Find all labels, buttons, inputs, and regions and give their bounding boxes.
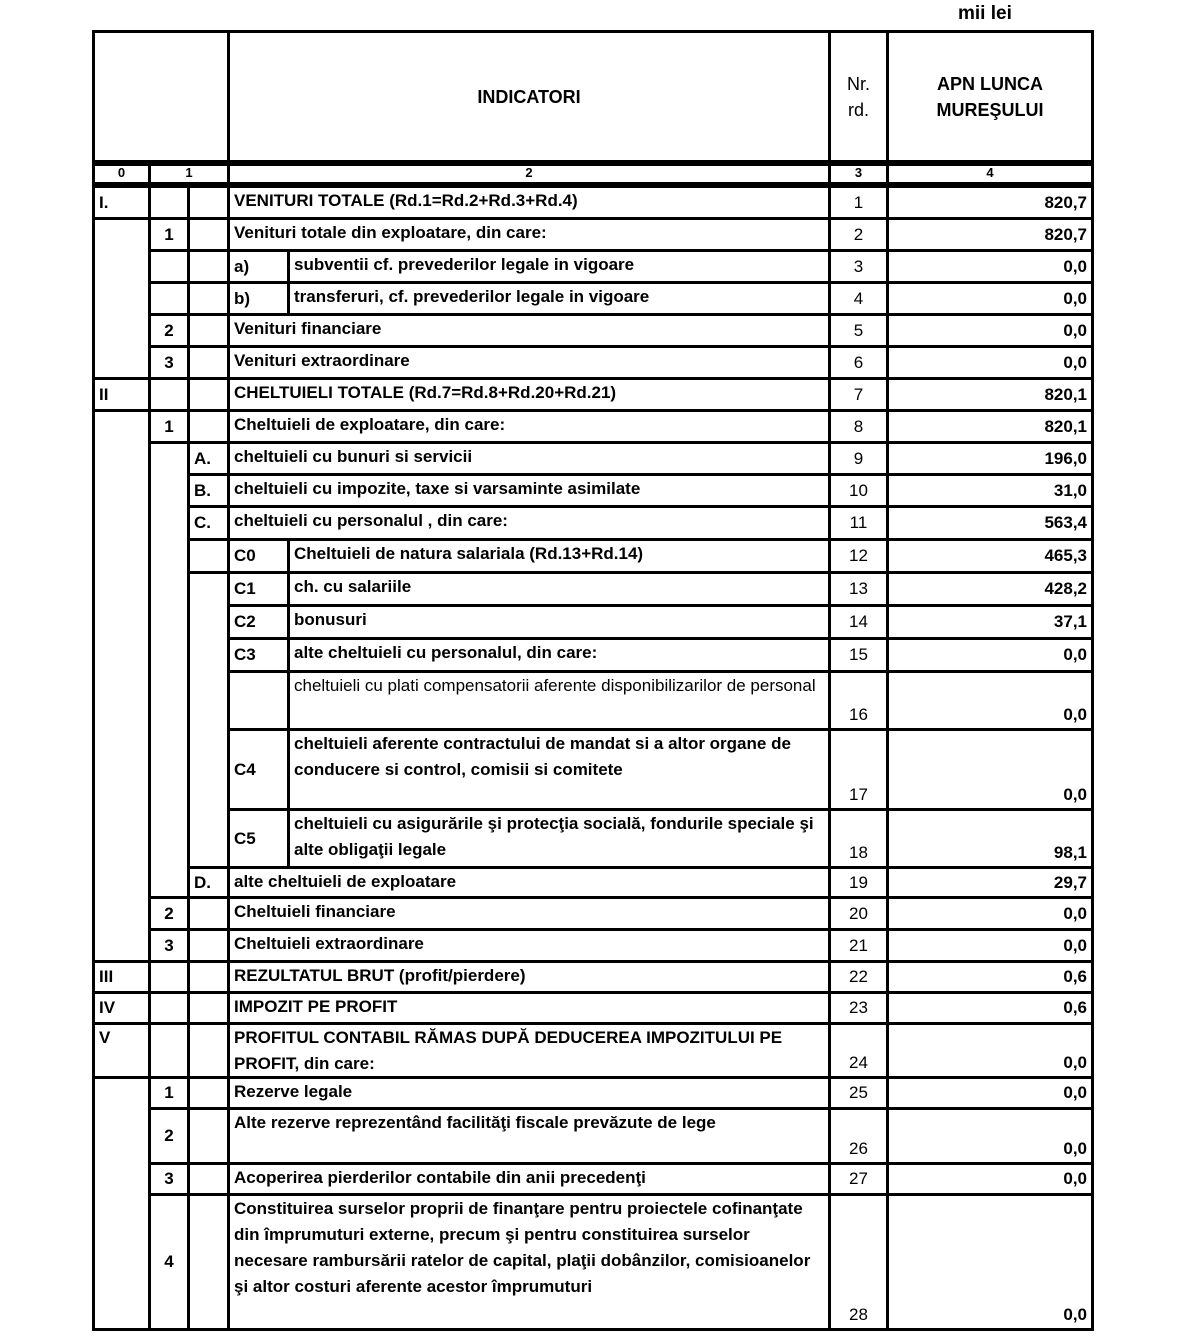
row-value: 0,0 bbox=[886, 728, 1094, 811]
row-number: 2 bbox=[148, 896, 190, 931]
sub-code: C0 bbox=[227, 538, 290, 574]
row-nr: 11 bbox=[828, 505, 889, 541]
row-letter-cell bbox=[187, 281, 230, 316]
row-value: 820,1 bbox=[886, 377, 1094, 412]
row-value: 820,7 bbox=[886, 217, 1094, 252]
row-number: 1 bbox=[148, 1076, 190, 1110]
sub-code: C5 bbox=[227, 808, 290, 869]
row-nr: 13 bbox=[828, 571, 889, 607]
row-value: 98,1 bbox=[886, 808, 1094, 869]
sub-code: C2 bbox=[227, 604, 290, 640]
row-letter: A. bbox=[187, 441, 230, 476]
row-number: 3 bbox=[148, 928, 190, 963]
row-nr: 20 bbox=[828, 896, 889, 931]
row-letter-cell bbox=[187, 991, 230, 1025]
row-value: 0,0 bbox=[886, 281, 1094, 316]
row-number-cell bbox=[148, 281, 190, 316]
indicator-label: VENITURI TOTALE (Rd.1=Rd.2+Rd.3+Rd.4) bbox=[227, 185, 831, 220]
indicator-label: alte cheltuieli de exploatare bbox=[227, 866, 831, 899]
row-nr: 16 bbox=[828, 670, 889, 731]
row-value: 0,0 bbox=[886, 249, 1094, 284]
section-number: II bbox=[92, 377, 151, 412]
row-value: 563,4 bbox=[886, 505, 1094, 541]
row-letter: D. bbox=[187, 866, 230, 899]
section-number: III bbox=[92, 960, 151, 994]
section-number bbox=[92, 1076, 151, 1331]
indicator-label: cheltuieli cu bunuri si servicii bbox=[227, 441, 831, 476]
row-nr: 9 bbox=[828, 441, 889, 476]
indicator-label: Venituri extraordinare bbox=[227, 345, 831, 380]
indicator-label: Venituri totale din exploatare, din care: bbox=[227, 217, 831, 252]
row-letter: B. bbox=[187, 473, 230, 508]
row-nr: 14 bbox=[828, 604, 889, 640]
row-nr: 6 bbox=[828, 345, 889, 380]
row-number: 2 bbox=[148, 313, 190, 348]
row-letter-cell bbox=[187, 1022, 230, 1079]
row-letter-cell bbox=[187, 185, 230, 220]
indicator-label: Cheltuieli de natura salariala (Rd.13+Rd.14) bbox=[287, 538, 831, 574]
section-number: I. bbox=[92, 185, 151, 220]
row-value: 196,0 bbox=[886, 441, 1094, 476]
col-index-1: 1 bbox=[148, 163, 230, 185]
col-index-0: 0 bbox=[92, 163, 151, 185]
row-number bbox=[148, 991, 190, 1025]
header-entity: APN LUNCA MUREŞULUI bbox=[886, 30, 1094, 163]
indicator-label: ch. cu salariile bbox=[287, 571, 831, 607]
indicator-label: IMPOZIT PE PROFIT bbox=[227, 991, 831, 1025]
row-value: 0,0 bbox=[886, 1107, 1094, 1165]
row-nr: 23 bbox=[828, 991, 889, 1025]
row-letter-cell bbox=[187, 1076, 230, 1110]
row-letter: C. bbox=[187, 505, 230, 541]
indicator-label: CHELTUIELI TOTALE (Rd.7=Rd.8+Rd.20+Rd.21) bbox=[227, 377, 831, 412]
row-value: 0,0 bbox=[886, 1162, 1094, 1196]
header-indicatori: INDICATORI bbox=[227, 30, 831, 163]
row-number bbox=[148, 377, 190, 412]
row-nr: 22 bbox=[828, 960, 889, 994]
row-value: 0,0 bbox=[886, 1076, 1094, 1110]
row-number: 3 bbox=[148, 345, 190, 380]
row-letter-cell bbox=[187, 538, 230, 574]
row-value: 0,0 bbox=[886, 1193, 1094, 1331]
row-nr: 27 bbox=[828, 1162, 889, 1196]
header-blank bbox=[92, 30, 230, 163]
row-letter-cell bbox=[187, 217, 230, 252]
unit-label: mii lei bbox=[958, 3, 1012, 24]
indicator-label: Alte rezerve reprezentând facilităţi fiscale prevăzute de lege bbox=[227, 1107, 831, 1165]
row-value: 0,0 bbox=[886, 345, 1094, 380]
row-nr: 24 bbox=[828, 1022, 889, 1079]
section-number: V bbox=[92, 1022, 151, 1079]
row-letter-cell bbox=[187, 377, 230, 412]
row-nr: 10 bbox=[828, 473, 889, 508]
indicator-label: Constituirea surselor proprii de finanţare pentru proiectele cofinanţate din împrumuturi externe, precum şi pentru constituirea surselor necesare rambursării ratelor de capital, plaţii dobânzilor, comisioanelor şi altor costuri aferente acestor împrumuturi bbox=[227, 1193, 831, 1331]
row-number bbox=[148, 1022, 190, 1079]
col-index-2: 2 bbox=[227, 163, 831, 185]
row-nr: 25 bbox=[828, 1076, 889, 1110]
row-letter-cell bbox=[187, 960, 230, 994]
row-number-cell bbox=[148, 249, 190, 284]
row-letter: b) bbox=[227, 281, 290, 316]
indicator-label: Cheltuieli de exploatare, din care: bbox=[227, 409, 831, 444]
indicator-label: cheltuieli aferente contractului de mandat si a altor organe de conducere si control, comisii si comitete bbox=[287, 728, 831, 811]
indicator-label: Cheltuieli financiare bbox=[227, 896, 831, 931]
row-value: 0,0 bbox=[886, 1022, 1094, 1079]
indicator-label: cheltuieli cu plati compensatorii aferente disponibilizarilor de personal bbox=[287, 670, 831, 731]
row-nr: 26 bbox=[828, 1107, 889, 1165]
row-nr: 2 bbox=[828, 217, 889, 252]
row-nr: 8 bbox=[828, 409, 889, 444]
row-value: 465,3 bbox=[886, 538, 1094, 574]
indicator-label: subventii cf. prevederilor legale in vigoare bbox=[287, 249, 831, 284]
row-nr: 3 bbox=[828, 249, 889, 284]
row-number-cell bbox=[148, 441, 190, 899]
indicator-label: Acoperirea pierderilor contabile din anii precedenţi bbox=[227, 1162, 831, 1196]
row-letter: a) bbox=[227, 249, 290, 284]
sub-code: C3 bbox=[227, 637, 290, 673]
indicator-label: cheltuieli cu impozite, taxe si varsaminte asimilate bbox=[227, 473, 831, 508]
row-nr: 5 bbox=[828, 313, 889, 348]
row-nr: 7 bbox=[828, 377, 889, 412]
indicator-label: REZULTATUL BRUT (profit/pierdere) bbox=[227, 960, 831, 994]
row-letter-cell bbox=[187, 249, 230, 284]
indicator-label: cheltuieli cu personalul , din care: bbox=[227, 505, 831, 541]
row-value: 31,0 bbox=[886, 473, 1094, 508]
row-nr: 18 bbox=[828, 808, 889, 869]
indicator-label: Venituri financiare bbox=[227, 313, 831, 348]
row-letter-cell bbox=[187, 313, 230, 348]
indicator-label: PROFITUL CONTABIL RĂMAS DUPĂ DEDUCEREA IMPOZITULUI PE PROFIT, din care: bbox=[227, 1022, 831, 1079]
row-nr: 15 bbox=[828, 637, 889, 673]
row-value: 0,0 bbox=[886, 313, 1094, 348]
indicator-label: alte cheltuieli cu personalul, din care: bbox=[287, 637, 831, 673]
row-value: 428,2 bbox=[886, 571, 1094, 607]
row-value: 29,7 bbox=[886, 866, 1094, 899]
row-value: 37,1 bbox=[886, 604, 1094, 640]
row-letter-cell bbox=[187, 1193, 230, 1331]
row-number: 1 bbox=[148, 217, 190, 252]
row-number: 1 bbox=[148, 409, 190, 444]
row-letter-cell bbox=[187, 409, 230, 444]
col-index-4: 4 bbox=[886, 163, 1094, 185]
row-nr: 4 bbox=[828, 281, 889, 316]
row-value: 820,1 bbox=[886, 409, 1094, 444]
row-number bbox=[148, 960, 190, 994]
sub-code: C4 bbox=[227, 728, 290, 811]
row-nr: 21 bbox=[828, 928, 889, 963]
row-number: 2 bbox=[148, 1107, 190, 1165]
row-letter-cell bbox=[187, 1107, 230, 1165]
row-value: 0,6 bbox=[886, 960, 1094, 994]
row-nr: 28 bbox=[828, 1193, 889, 1331]
row-letter-cell bbox=[187, 345, 230, 380]
row-value: 0,0 bbox=[886, 670, 1094, 731]
row-number: 4 bbox=[148, 1193, 190, 1331]
row-value: 820,7 bbox=[886, 185, 1094, 220]
row-nr: 1 bbox=[828, 185, 889, 220]
indicator-label: bonusuri bbox=[287, 604, 831, 640]
section-number: IV bbox=[92, 991, 151, 1025]
row-value: 0,0 bbox=[886, 928, 1094, 963]
sub-code bbox=[227, 670, 290, 731]
row-number bbox=[148, 185, 190, 220]
row-letter-cell bbox=[187, 896, 230, 931]
row-letter-cell bbox=[187, 1162, 230, 1196]
indicator-label: Rezerve legale bbox=[227, 1076, 831, 1110]
row-value: 0,0 bbox=[886, 896, 1094, 931]
row-nr: 17 bbox=[828, 728, 889, 811]
row-number: 3 bbox=[148, 1162, 190, 1196]
row-value: 0,0 bbox=[886, 637, 1094, 673]
indicator-label: transferuri, cf. prevederilor legale in vigoare bbox=[287, 281, 831, 316]
header-nr-rd: Nr. rd. bbox=[828, 30, 889, 163]
indicator-label: Cheltuieli extraordinare bbox=[227, 928, 831, 963]
section-number bbox=[92, 217, 151, 380]
row-letter-cell bbox=[187, 928, 230, 963]
sub-code: C1 bbox=[227, 571, 290, 607]
indicator-label: cheltuieli cu asigurările şi protecţia socială, fondurile speciale şi alte obligaţii legale bbox=[287, 808, 831, 869]
row-nr: 12 bbox=[828, 538, 889, 574]
row-letter-cell bbox=[187, 571, 230, 869]
row-nr: 19 bbox=[828, 866, 889, 899]
section-number bbox=[92, 409, 151, 963]
col-index-3: 3 bbox=[828, 163, 889, 185]
row-value: 0,6 bbox=[886, 991, 1094, 1025]
